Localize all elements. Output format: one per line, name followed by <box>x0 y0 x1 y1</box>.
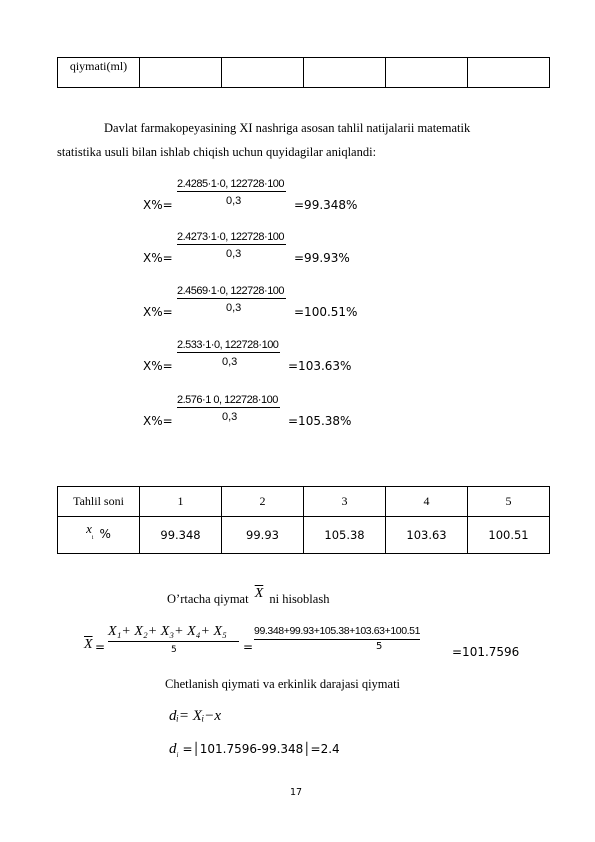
results-header-cell: Tahlil soni <box>58 487 140 517</box>
mean-sum-numerator: X₁+ X₂+ X₃+ X₄+ X₅ <box>108 624 239 642</box>
formula-numerator: 2.4273·1·0, 122728·100 <box>177 231 285 243</box>
x-var: x <box>86 521 92 537</box>
results-row-label: $x_i$ % <box>58 517 140 554</box>
results-value-cell: 103.63 <box>386 517 468 554</box>
results-header-cell: 1 <box>140 487 222 517</box>
intro-line-1: Davlat farmakopeyasining XI nashriga asosan tahlil natijalarii matematik <box>104 121 471 135</box>
deviation-formula: dᵢ= Xᵢ−x <box>169 708 222 724</box>
formula-denominator: 0,3 <box>226 195 242 207</box>
formula-lhs: X%= <box>143 305 173 319</box>
results-value-cell: 100.51 <box>468 517 550 554</box>
top-table-cell <box>468 58 550 88</box>
formula-result: =105.38% <box>288 414 352 428</box>
formula-denominator: 0,3 <box>226 248 242 260</box>
top-table-cell <box>386 58 468 88</box>
mean-heading-post: ni hisoblash <box>269 592 330 606</box>
formula-result: =100.51% <box>294 305 358 319</box>
mean-heading <box>167 586 330 608</box>
top-table-label-cell <box>58 58 140 88</box>
results-value-cell: 99.93 <box>222 517 304 554</box>
deviation-heading: Chetlanish qiymati va erkinlik darajasi qiymati <box>165 677 401 691</box>
page-number: 17 <box>290 787 303 798</box>
top-table-cell <box>140 58 222 88</box>
results-header-cell: 5 <box>468 487 550 517</box>
formula-denominator: 0,3 <box>222 356 238 368</box>
mean-eq2: = <box>243 640 254 654</box>
formula-result: =99.93% <box>294 251 350 265</box>
intro-line-2: statistika usuli bilan ishlab chiqish uchun quyidagilar aniqlandi: <box>57 145 377 159</box>
results-value-row <box>58 517 550 554</box>
formula-numerator: 2.4569·1·0, 122728·100 <box>177 285 285 297</box>
formula-lhs: X%= <box>143 414 173 428</box>
mean-lhs: $\overline{X}$ <box>84 637 93 652</box>
results-header-cell: 4 <box>386 487 468 517</box>
deviation-calc-rest: =│101.7596-99.348│=2.4 <box>182 742 340 756</box>
formula-result: =99.348% <box>294 198 358 212</box>
formula-lhs: X%= <box>143 251 173 265</box>
mean-val-denominator: 5 <box>376 641 383 652</box>
formula-result: =103.63% <box>288 359 352 373</box>
mean-eq: = <box>95 640 106 654</box>
results-value-cell: 105.38 <box>304 517 386 554</box>
results-header-row <box>58 487 550 517</box>
formula-denominator: 0,3 <box>222 411 238 423</box>
results-header-cell: 2 <box>222 487 304 517</box>
results-table <box>57 486 550 554</box>
results-header-cell: 3 <box>304 487 386 517</box>
formula-lhs: X%= <box>143 359 173 373</box>
mean-result: =101.7596 <box>452 645 520 659</box>
percent-unit: % <box>99 527 111 542</box>
results-value-cell: 99.348 <box>140 517 222 554</box>
top-table <box>57 57 550 88</box>
mean-sum-denominator: 5 <box>171 645 177 655</box>
formula-numerator: 2.576·1 0, 122728·100 <box>177 394 278 406</box>
formula-numerator: 2.533·1·0, 122728·100 <box>177 339 279 351</box>
formula-numerator: 2.4285·1·0, 122728·100 <box>177 178 285 190</box>
top-table-label: qiymati(ml) <box>69 59 128 73</box>
formula-lhs: X%= <box>143 198 173 212</box>
top-table-cell <box>304 58 386 88</box>
mean-heading-var: $\overline{X}$ <box>254 586 264 601</box>
deviation-calc-var: d <box>169 741 177 757</box>
deviation-calc: $d_i$ =│101.7596-99.348│=2.4 <box>169 741 340 760</box>
mean-heading-pre: O’rtacha qiymat <box>167 592 249 606</box>
mean-val-numerator: 99.348+99.93+105.38+103.63+100.51 <box>254 625 420 640</box>
top-table-cell <box>222 58 304 88</box>
formula-denominator: 0,3 <box>226 302 242 314</box>
